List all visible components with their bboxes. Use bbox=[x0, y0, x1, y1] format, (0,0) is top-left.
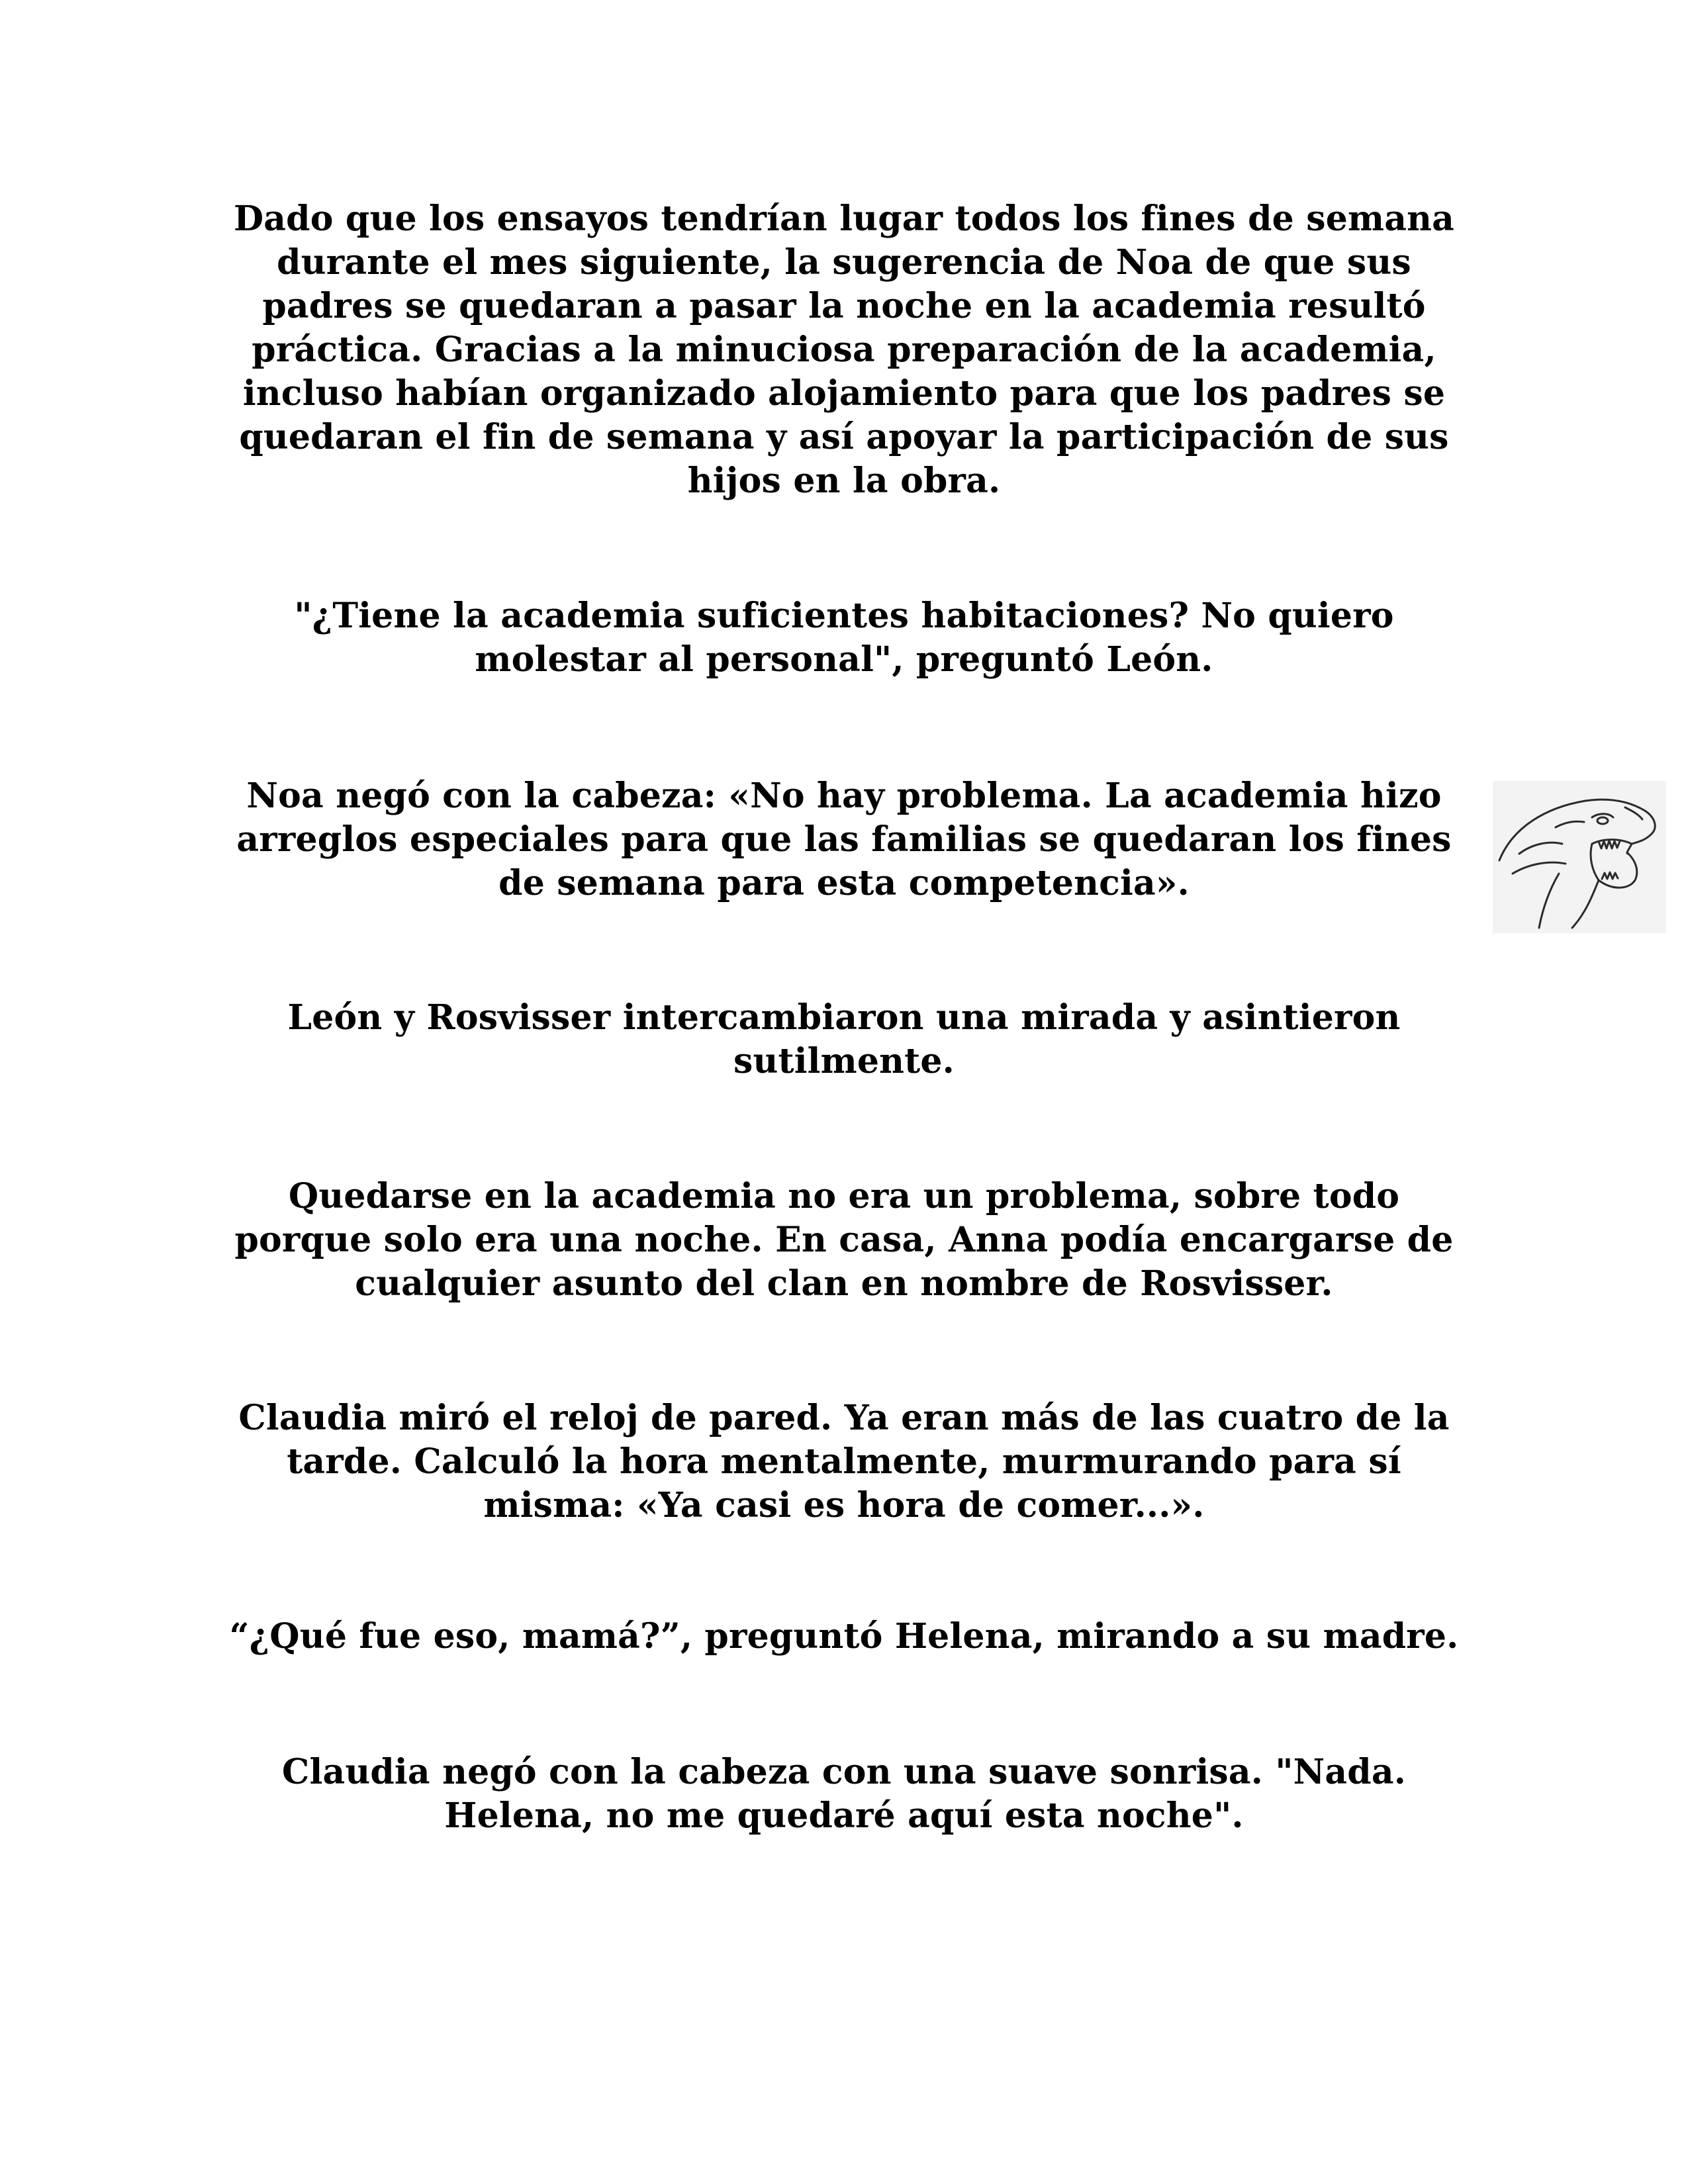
paragraph-5: Quedarse en la academia no era un problema, sobre todo porque solo era una noche. En casa, Anna podía encargarse de cualquier asunto del clan en nombre de Rosvisser. bbox=[234, 1176, 1454, 1304]
paragraph-4: León y Rosvisser intercambiaron una mirada y asintieron sutilmente. bbox=[287, 997, 1401, 1081]
paragraph-8: Claudia negó con la cabeza con una suave sonrisa. "Nada. Helena, no me quedaré aquí esta noche". bbox=[281, 1752, 1407, 1836]
paragraph-7: “¿Qué fue eso, mamá?”, preguntó Helena, mirando a su madre. bbox=[229, 1616, 1459, 1657]
paragraph-6: Claudia miró el reloj de pared. Ya eran más de las cuatro de la tarde. Calculó la hora mentalmente, murmurando para sí misma: «Ya casi es hora de comer...». bbox=[238, 1398, 1450, 1525]
dinosaur-head-icon bbox=[1493, 781, 1666, 933]
paragraph-2: "¿Tiene la academia suficientes habitaciones? No quiero molestar al personal", preguntó León. bbox=[294, 596, 1394, 680]
paragraph-1: Dado que los ensayos tendrían lugar todos los fines de semana durante el mes siguiente, la sugerencia de Noa de que sus padres se quedaran a pasar la noche en la academia resultó práctica. Gracias a la minuciosa preparación de la academia, incluso habían organizado alojamiento para que los padres se quedaran el fin de semana y así apoyar la participación de sus hijos en la obra. bbox=[233, 199, 1455, 501]
paragraph-3: Noa negó con la cabeza: «No hay problema. La academia hizo arreglos especiales para que las familias se quedaran los fines de semana para esta competencia». bbox=[236, 776, 1452, 903]
